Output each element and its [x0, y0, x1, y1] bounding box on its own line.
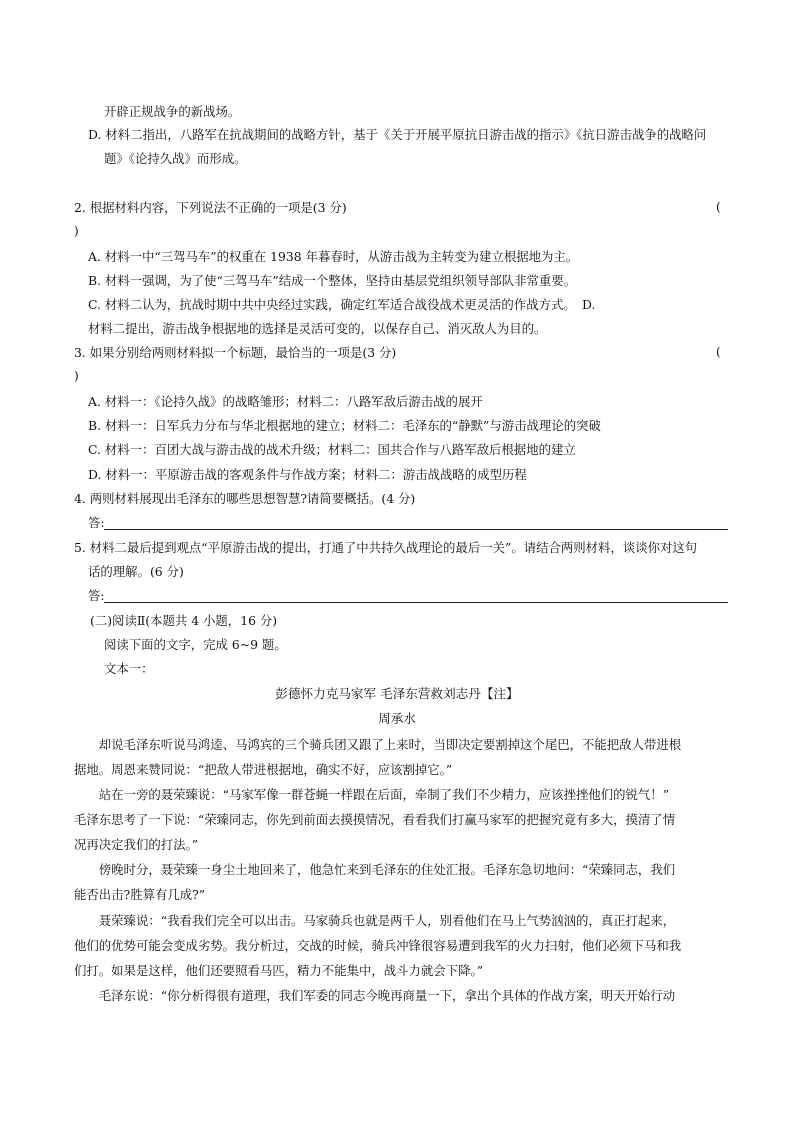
q2-option-b: B. 材料一强调，为了使“三驾马车”结成一个整体，坚持由基层党组织领导部队非常重要。 — [88, 273, 577, 288]
story-line-5: 况再决定我们的打法。” — [74, 837, 199, 852]
story-line-4: 毛泽东思考了一下说：“荣臻同志，你先到前面去摸摸情况，看看我们打赢马家军的把握究竟有多大，摸清了情 — [74, 812, 676, 827]
q2-paren-close: ) — [74, 224, 79, 238]
story-author: 周承水 — [378, 711, 416, 726]
q4-answer-label: 答: — [88, 515, 105, 530]
q4-stem: 4. 两则材料展现出毛泽东的哪些思想智慧?请简要概括。(4 分) — [74, 491, 416, 506]
fragment-line: 开辟正规战争的新战场。 — [104, 104, 241, 119]
q3-option-a: A. 材料一：《论持久战》的战略雏形；材料二：八路军敌后游击战的展开 — [88, 394, 483, 409]
q1-option-d-line1: D. 材料二指出，八路军在抗战期间的战略方针，基于《关于开展平原抗日游击战的指示》《抗日游击战争的战略问 — [88, 127, 707, 142]
q3-option-d: D. 材料一：平原游击战的客观条件与作战方案；材料二：游击战战略的成型历程 — [88, 467, 527, 482]
q2-option-d: 材料二提出，游击战争根据地的选择是灵活可变的，以保存自己、消灭敌人为目的。 — [88, 321, 547, 336]
q2-option-c: C. 材料二认为，抗战时期中共中央经过实践，确定红军适合战役战术更灵活的作战方式。 D. — [88, 297, 596, 312]
q3-option-c: C. 材料一：百团大战与游击战的战术升级；材料二：国共合作与八路军敌后根据地的建立 — [88, 442, 576, 457]
q2-stem: 2. 根据材料内容，下列说法不正确的一项是(3 分) — [74, 200, 347, 215]
q5-stem-line2: 话的理解。(6 分) — [88, 564, 184, 579]
q3-paren-close: ) — [74, 369, 79, 383]
q1-option-d-line2: 题》《论持久战》而形成。 — [104, 151, 247, 166]
story-line-7: 能否出击?胜算有几成?” — [74, 887, 206, 902]
story-line-3: 站在一旁的聂荣臻说：“马家军像一群苍蝇一样跟在后面，牵制了我们不少精力，应该挫挫他们的锐气！” — [74, 787, 670, 802]
section2-heading: (二)阅读Ⅱ(本题共 4 小题，16 分) — [90, 613, 278, 628]
q4-answer-line[interactable] — [104, 529, 728, 530]
section2-instruction: 阅读下面的文字，完成 6~9 题。 — [104, 637, 287, 652]
story-line-11: 毛泽东说：“你分析得很有道理，我们军委的同志今晚再商量一下，拿出个具体的作战方案，明天开始行动 — [74, 988, 676, 1003]
q5-answer-label: 答: — [88, 588, 105, 603]
story-line-2: 据地。周恩来赞同说：“把敌人带进根据地，确实不好，应该割掉它。” — [74, 762, 453, 777]
story-line-10: 们打。如果是这样，他们还要照看马匹，精力不能集中，战斗力就会下降。” — [74, 963, 484, 978]
story-line-8: 聂荣臻说：“我看我们完全可以出击。马家骑兵也就是两千人，别看他们在马上气势汹汹的，真正打起来， — [74, 913, 676, 928]
q3-stem: 3. 如果分别给两则材料拟一个标题，最恰当的一项是(3 分) — [74, 345, 397, 360]
q5-answer-line[interactable] — [104, 602, 728, 603]
q2-option-a: A. 材料一中“三驾马车”的权重在 1938 年暮春时，从游击战为主转变为建立根据地为主。 — [88, 249, 579, 264]
q5-stem-line1: 5. 材料二最后提到观点“平原游击战的提出，打通了中共持久战理论的最后一关”。请结合两则材料，谈谈你对这句 — [74, 540, 698, 555]
story-title: 彭德怀力克马家军 毛泽东营救刘志丹【注】 — [275, 686, 519, 701]
q2-paren-open: ( — [716, 200, 721, 214]
story-line-1: 却说毛泽东听说马鸿逵、马鸿宾的三个骑兵团又跟了上来时，当即决定要割掉这个尾巴，不能把敌人带进根 — [74, 737, 682, 752]
q3-paren-open: ( — [716, 345, 721, 359]
story-line-6: 傍晚时分，聂荣臻一身尘土地回来了，他急忙来到毛泽东的住处汇报。毛泽东急切地问：“荣臻同志，我们 — [74, 862, 676, 877]
story-line-9: 他们的优势可能会变成劣势。我分析过，交战的时候，骑兵冲锋很容易遭到我军的火力扫射，他们必须下马和我 — [74, 938, 682, 953]
text-one-label: 文本一： — [104, 661, 154, 676]
q3-option-b: B. 材料一：日军兵力分布与华北根据地的建立；材料二：毛泽东的“静默”与游击战理论的突破 — [88, 418, 601, 433]
